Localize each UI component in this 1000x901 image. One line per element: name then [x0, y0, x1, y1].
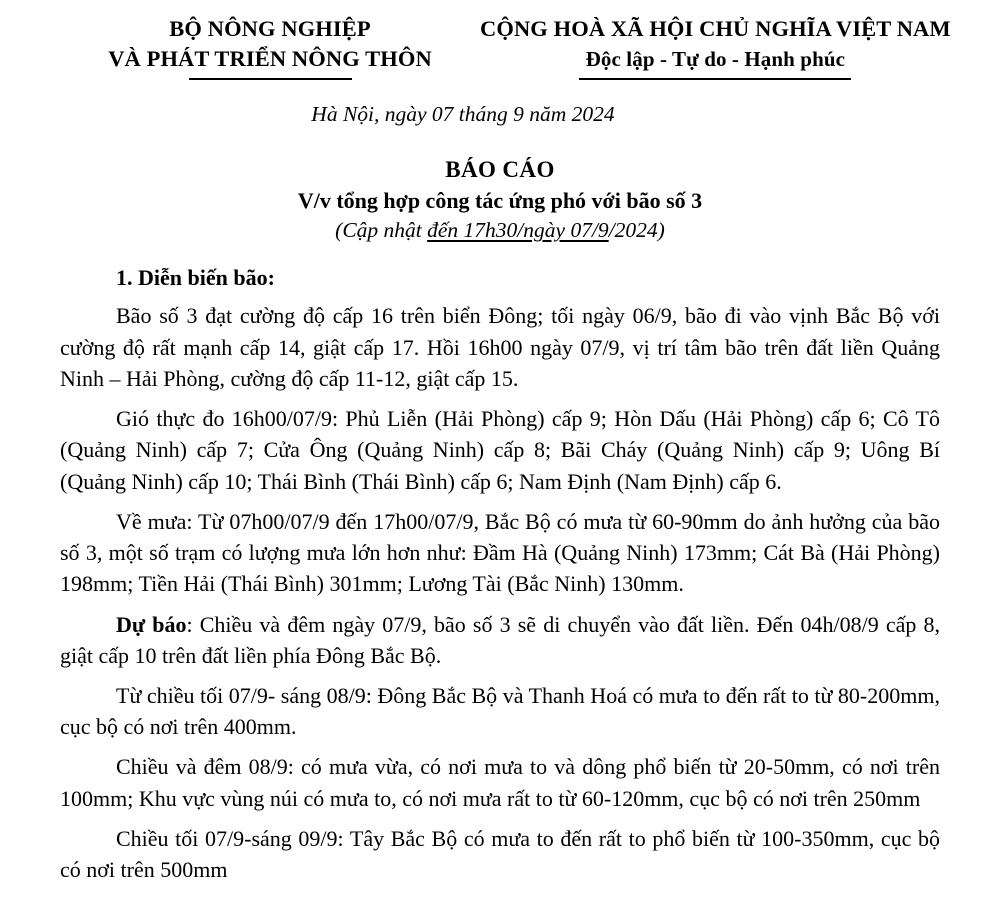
update-timestamp-line	[0, 218, 1000, 243]
paragraph	[60, 823, 940, 885]
national-motto: Độc lập - Tự do - Hạnh phúc	[585, 46, 846, 71]
issuing-agency-block	[60, 14, 480, 80]
place-date-text: Hà Nội, ngày 07 tháng 9 năm 2024	[311, 102, 615, 127]
paragraph-text: : Chiều và đêm ngày 07/9, bão số 3 sẽ di chuyển vào đất liền. Đến 04h/08/9 cấp 8, giật cấp 10 trên đất liền phía Đông Bắc Bộ.	[60, 611, 940, 668]
country-name: CỘNG HOÀ XÃ HỘI CHỦ NGHĨA VIỆT NAM	[480, 16, 951, 41]
paragraph-text: Chiều và đêm 08/9: có mưa vừa, có nơi mưa to và dông phổ biến từ 20-50mm, có nơi trên 100mm; Khu vực vùng núi có mưa to, có nơi mưa rất to từ 60-120mm, cục bộ có nơi trên 250mm	[60, 754, 940, 811]
paragraph-text: Chiều tối 07/9-sáng 09/9: Tây Bắc Bộ có mưa to đến rất to phổ biến từ 100-350mm, cục bộ có nơi trên 500mm	[60, 825, 940, 883]
agency-name-line-1: BỘ NÔNG NGHIỆP	[169, 16, 371, 41]
update-prefix: (Cập nhật	[335, 218, 428, 243]
national-heading-block	[480, 14, 951, 80]
document-title: BÁO CÁO	[445, 157, 555, 183]
paragraph	[60, 403, 940, 497]
update-time-underlined: đến 17h30/ngày 07/9	[427, 218, 609, 243]
paragraph	[60, 300, 940, 394]
place-and-date-line	[0, 102, 1000, 127]
document-subtitle: V/v tổng hợp công tác ứng phó với bão số 3	[297, 188, 703, 214]
paragraph-text: Bão số 3 đạt cường độ cấp 16 trên biển Đông; tối ngày 06/9, bão đi vào vịnh Bắc Bộ với cường độ rất mạnh cấp 14, giật cấp 17. Hồi 16h00 ngày 07/9, vị trí tâm bão trên đất liền Quảng Ninh – Hải Phòng, cường độ cấp 11-12, giật cấp 15.	[60, 303, 940, 391]
agency-underline-rule	[189, 78, 352, 80]
document-body	[0, 265, 1000, 885]
paragraph-lead-bold: Dự báo	[116, 611, 187, 637]
document-header	[0, 0, 1000, 80]
paragraph	[60, 506, 940, 600]
update-suffix: /2024)	[608, 218, 665, 243]
motto-underline-rule	[579, 78, 851, 80]
paragraph	[60, 751, 940, 813]
paragraph-text: Gió thực đo 16h00/07/9: Phủ Liễn (Hải Phòng) cấp 9; Hòn Dấu (Hải Phòng) cấp 6; Cô Tô (Quảng Ninh) cấp 7; Cửa Ông (Quảng Ninh) cấp 8; Bãi Cháy (Quảng Ninh) cấp 9; Uông Bí (Quảng Ninh) cấp 10; Thái Bình (Thái Bình) cấp 6; Nam Định (Nam Định) cấp 6.	[60, 406, 940, 494]
paragraph	[60, 680, 940, 742]
paragraph-text: Từ chiều tối 07/9- sáng 08/9: Đông Bắc Bộ và Thanh Hoá có mưa to đến rất to từ 80-200mm, cục bộ có nơi trên 400mm.	[60, 682, 940, 740]
agency-name-line-2: VÀ PHÁT TRIỂN NÔNG THÔN	[108, 45, 432, 71]
section-heading-1: 1. Diễn biến bão:	[116, 265, 275, 291]
paragraph-text: Về mưa: Từ 07h00/07/9 đến 17h00/07/9, Bắc Bộ có mưa từ 60-90mm do ảnh hưởng của bão số 3, một số trạm có lượng mưa lớn hơn như: Đầm Hà (Quảng Ninh) 173mm; Cát Bà (Hải Phòng) 198mm; Tiền Hải (Thái Bình) 301mm; Lương Tài (Bắc Ninh) 130mm.	[60, 508, 940, 597]
title-block	[0, 157, 1000, 243]
paragraph-forecast	[60, 609, 940, 671]
